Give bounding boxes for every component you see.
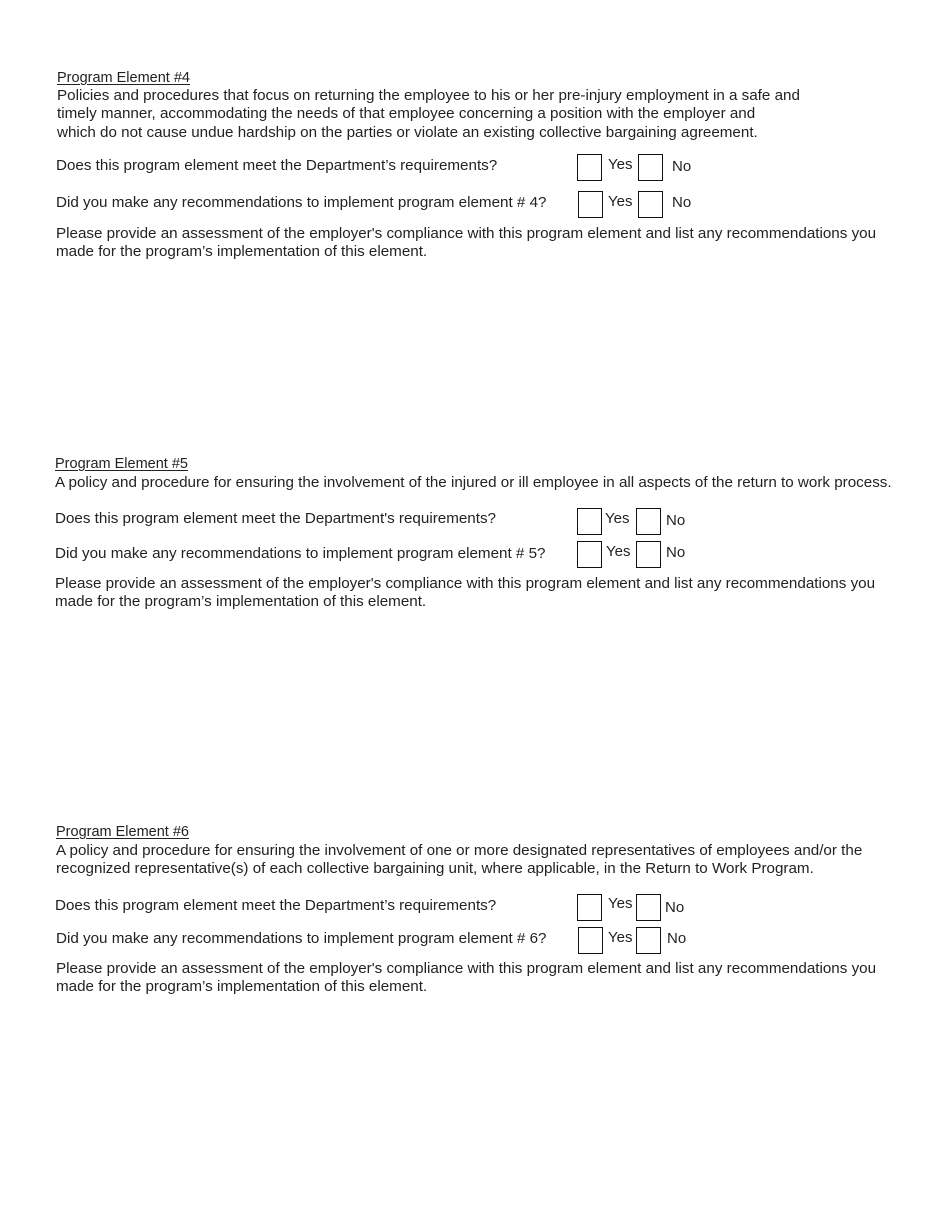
element-4-description	[57, 87, 800, 142]
yes-label: Yes	[608, 156, 633, 173]
no-label: No	[666, 512, 686, 529]
element-6-requirements-question: Does this program element meet the Department’s requirements?	[55, 897, 497, 914]
assessment-line: made for the program’s implementation of this element.	[56, 978, 428, 996]
element-5-recommendations-yes-checkbox[interactable]	[577, 541, 602, 568]
yes-label: Yes	[608, 929, 633, 946]
element-4-title: Program Element #4	[57, 70, 190, 86]
element-5-title: Program Element #5	[55, 456, 188, 472]
element-5-assessment-prompt	[55, 575, 875, 612]
element-6-title: Program Element #6	[56, 824, 189, 840]
element-6-recommendations-no-checkbox[interactable]	[636, 927, 661, 954]
description-line: which do not cause undue hardship on the parties or violate an existing collective bargaining agreement.	[57, 123, 758, 141]
assessment-line: Please provide an assessment of the employer's compliance with this program element and list any recommendations you	[56, 960, 877, 977]
element-5-requirements-yes-checkbox[interactable]	[577, 508, 602, 535]
element-5-requirements-question: Does this program element meet the Department's requirements?	[55, 510, 497, 527]
element-5-requirements-no-checkbox[interactable]	[636, 508, 661, 535]
element-4-requirements-no-checkbox[interactable]	[638, 154, 663, 181]
element-4-recommendations-no-checkbox[interactable]	[638, 191, 663, 218]
element-4-recommendations-question: Did you make any recommendations to implement program element # 4?	[56, 194, 547, 211]
element-5-description	[55, 474, 892, 492]
element-4-requirements-question: Does this program element meet the Department’s requirements?	[56, 157, 498, 174]
element-6-description	[56, 842, 862, 879]
element-6-recommendations-question: Did you make any recommendations to implement program element # 6?	[56, 930, 547, 947]
element-6-requirements-no-checkbox[interactable]	[636, 894, 661, 921]
element-6-requirements-yes-checkbox[interactable]	[577, 894, 602, 921]
description-line: A policy and procedure for ensuring the involvement of one or more designated representatives of employees and/or the	[56, 842, 863, 859]
no-label: No	[665, 899, 685, 916]
no-label: No	[666, 544, 686, 561]
element-6-assessment-prompt	[56, 960, 876, 997]
yes-label: Yes	[606, 543, 631, 560]
description-line: A policy and procedure for ensuring the involvement of the injured or ill employee in all aspects of the return to work process.	[55, 474, 892, 491]
no-label: No	[672, 158, 692, 175]
assessment-line: made for the program’s implementation of this element.	[55, 593, 427, 611]
no-label: No	[667, 930, 687, 947]
element-5-recommendations-question: Did you make any recommendations to implement program element # 5?	[55, 545, 546, 562]
yes-label: Yes	[605, 510, 630, 527]
assessment-line: made for the program’s implementation of this element.	[56, 243, 428, 261]
element-6-recommendations-yes-checkbox[interactable]	[578, 927, 603, 954]
assessment-line: Please provide an assessment of the employer's compliance with this program element and list any recommendations you	[55, 575, 876, 592]
no-label: No	[672, 194, 692, 211]
description-line: Policies and procedures that focus on returning the employee to his or her pre-injury employment in a safe and	[57, 87, 800, 104]
description-line: timely manner, accommodating the needs of that employee concerning a position with the employer and	[57, 105, 756, 123]
element-5-recommendations-no-checkbox[interactable]	[636, 541, 661, 568]
element-4-assessment-prompt	[56, 225, 876, 262]
yes-label: Yes	[608, 193, 633, 210]
assessment-line: Please provide an assessment of the employer's compliance with this program element and list any recommendations you	[56, 225, 877, 242]
element-4-requirements-yes-checkbox[interactable]	[577, 154, 602, 181]
yes-label: Yes	[608, 895, 633, 912]
description-line: recognized representative(s) of each collective bargaining unit, where applicable, in the Return to Work Program.	[56, 860, 814, 878]
element-4-recommendations-yes-checkbox[interactable]	[578, 191, 603, 218]
